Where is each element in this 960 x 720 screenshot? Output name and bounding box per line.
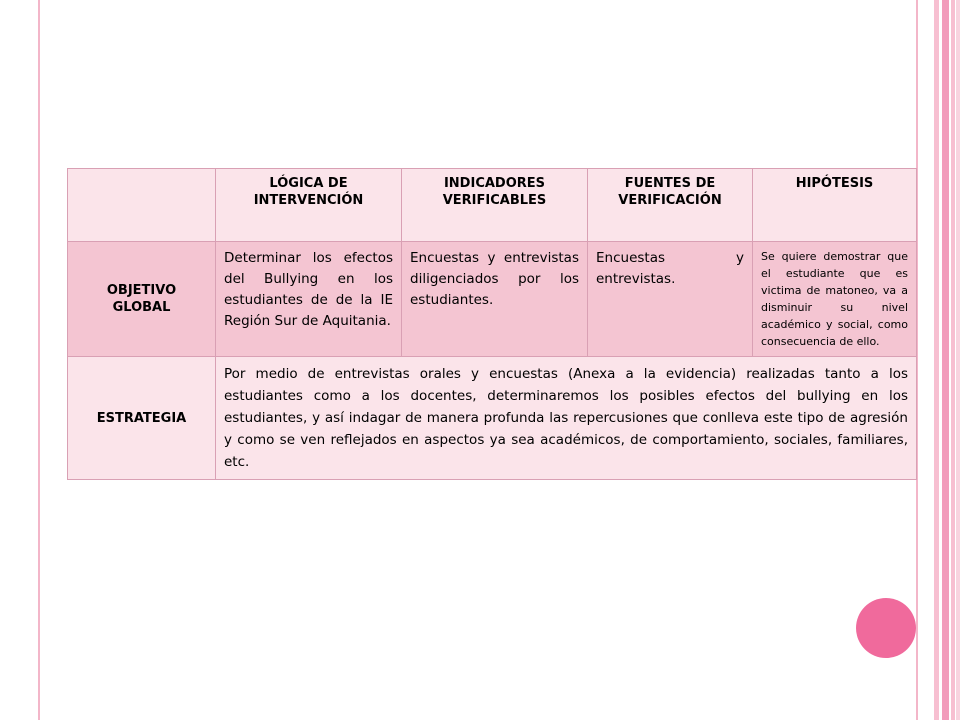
cell-hipotesis: Se quiere demostrar que el estudiante que es victima de matoneo, va a disminuir su nivel académico y social, como consecuencia de ello. <box>753 242 917 357</box>
cell-estrategia: Por medio de entrevistas orales y encuestas (Anexa a la evidencia) realizadas tanto a los estudiantes como a los docentes, determinaremos los posibles efectos del bullying en los estudiantes, y así indagar de manera profunda las repercusiones que conlleva este tipo de agresión y como se ven reflejados en aspectos ya sea académicos, de comportamiento, sociales, familiares, etc. <box>216 357 917 480</box>
table-row <box>68 357 917 480</box>
logical-framework-table <box>67 168 917 480</box>
cell-logica: Determinar los efectos del Bullying en los estudiantes de de la IE Región Sur de Aquitania. <box>216 242 402 357</box>
cell-indicadores: Encuestas y entrevistas diligenciados por los estudiantes. <box>402 242 588 357</box>
header-empty-cell <box>68 169 216 242</box>
table-header-row <box>68 169 917 242</box>
row-label-estrategia: ESTRATEGIA <box>68 357 216 480</box>
left-frame-line <box>38 0 40 720</box>
decorative-circle <box>856 598 916 658</box>
table-row <box>68 242 917 357</box>
header-logica: LÓGICA DE INTERVENCIÓN <box>216 169 402 242</box>
header-indicadores: INDICADORES VERIFICABLES <box>402 169 588 242</box>
row-label-objetivo: OBJETIVO GLOBAL <box>68 242 216 357</box>
header-fuentes: FUENTES DE VERIFICACIÓN <box>588 169 753 242</box>
right-decorative-bars <box>920 0 960 720</box>
header-hipotesis: HIPÓTESIS <box>753 169 917 242</box>
cell-fuentes: Encuestas y entrevistas. <box>588 242 753 357</box>
